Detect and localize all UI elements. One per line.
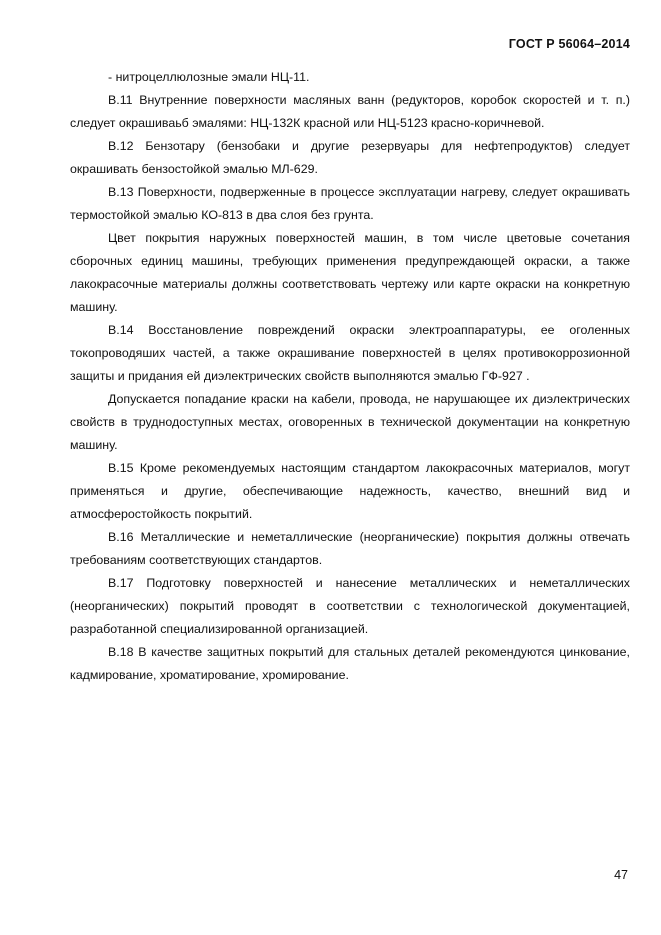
page-number: 47: [614, 868, 628, 882]
paragraph-b13: В.13 Поверхности, подверженные в процессе эксплуатации нагреву, следует окрашивать термостойкой эмалью КО-813 в два слоя без грунта.: [70, 185, 630, 222]
paragraph-b12: В.12 Бензотару (бензобаки и другие резервуары для нефтепродуктов) следует окрашивать бензостойкой эмалью МЛ-629.: [70, 139, 630, 176]
paragraph-b15: В.15 Кроме рекомендуемых настоящим стандартом лакокрасочных материалов, могут применяться и другие, обеспечивающие надежность, качество, внешний вид и атмосферостойкость покрытий.: [70, 461, 630, 521]
paragraph-b16: В.16 Металлические и неметаллические (неорганические) покрытия должны отвечать требованиям соответствующих стандартов.: [70, 530, 630, 567]
document-id-header: ГОСТ Р 56064–2014: [508, 37, 630, 51]
paragraph-b17: В.17 Подготовку поверхностей и нанесение металлических и неметаллических (неорганических) покрытий проводят в соответствии с технологической документацией, разработанной специализированной организацией.: [70, 576, 630, 636]
paragraph-b18: В.18 В качестве защитных покрытий для стальных деталей рекомендуются цинкование, кадмирование, хроматирование, хромирование.: [70, 645, 630, 682]
paragraph-list-item-nc11: - нитроцеллюлозные эмали НЦ-11.: [108, 70, 310, 84]
document-body: [70, 66, 630, 687]
paragraph-color-coating: Цвет покрытия наружных поверхностей машин, в том числе цветовые сочетания сборочных единиц машины, требующих применения предупреждающей окраски, а также лакокрасочные материалы должны соответствовать чертежу или карте окраски на конкретную машину.: [70, 231, 630, 314]
paragraph-b14: В.14 Восстановление повреждений окраски электроаппаратуры, ее оголенных токопроводяших частей, а также окрашивание поверхностей в целях противокоррозионной защиты и придания ей диэлектрических свойств выполняются эмалью ГФ-927 .: [70, 323, 630, 383]
paragraph-b11: В.11 Внутренние поверхности масляных ванн (редукторов, коробок скоростей и т. п.) следует окрашиваьб эмалями: НЦ-132К красной или НЦ-5123 красно-коричневой.: [70, 93, 630, 130]
paragraph-paint-on-cables: Допускается попадание краски на кабели, провода, не нарушающее их диэлектрических свойств в труднодоступных местах, оговоренных в технической документации на конкретную машину.: [70, 392, 630, 452]
